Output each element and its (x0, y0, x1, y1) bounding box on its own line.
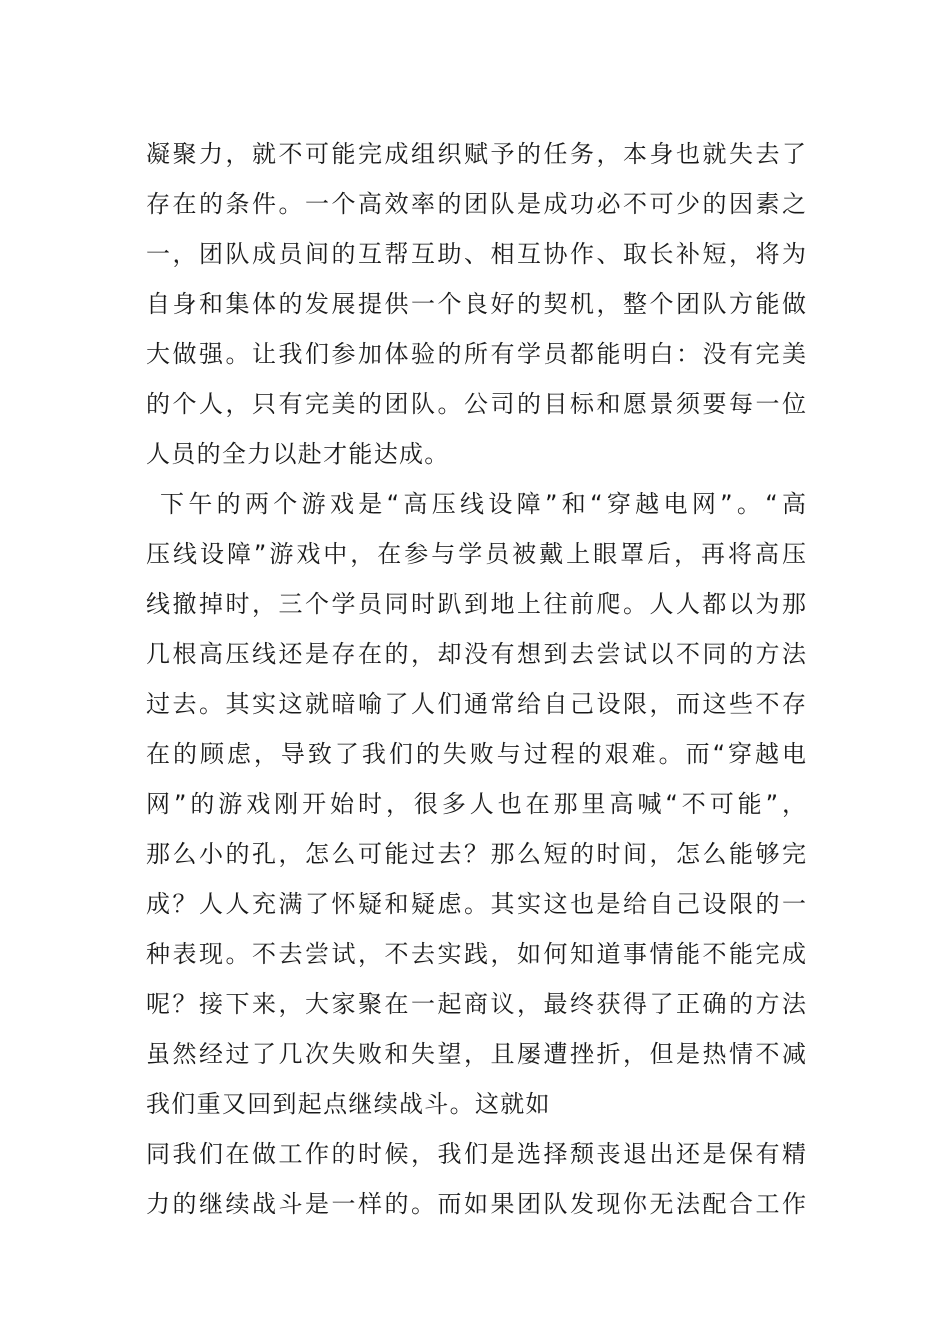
text-line: 那么小的孔，怎么可能过去？那么短的时间，怎么能够完 (146, 840, 806, 868)
text-line: 同我们在做工作的时候，我们是选择颓丧退出还是保有精 (146, 1140, 806, 1168)
text-line: 过去。其实这就暗喻了人们通常给自己设限，而这些不存 (146, 690, 806, 718)
text-line: 一，团队成员间的互帮互助、相互协作、取长补短，将为 (146, 240, 806, 268)
text-line: 自身和集体的发展提供一个良好的契机，整个团队方能做 (146, 290, 806, 318)
text-line: 压线设障”游戏中，在参与学员被戴上眼罩后，再将高压 (146, 540, 806, 568)
text-line: 存在的条件。一个高效率的团队是成功必不可少的因素之 (146, 190, 806, 218)
text-line: 大做强。让我们参加体验的所有学员都能明白：没有完美 (146, 340, 806, 368)
text-line: 我们重又回到起点继续战斗。这就如 (146, 1090, 551, 1118)
text-line: 线撤掉时，三个学员同时趴到地上往前爬。人人都以为那 (146, 590, 806, 618)
paragraph-first-line: 下午的两个游戏是“高压线设障”和“穿越电网”。“高 (160, 490, 806, 518)
text-line: 的个人，只有完美的团队。公司的目标和愿景须要每一位 (146, 390, 806, 418)
text-line: 在的顾虑，导致了我们的失败与过程的艰难。而“穿越电 (146, 740, 806, 768)
text-line: 网”的游戏刚开始时，很多人也在那里高喊“不可能”， (146, 790, 806, 818)
text-line: 种表现。不去尝试，不去实践，如何知道事情能不能完成 (146, 940, 806, 968)
text-line: 呢？接下来，大家聚在一起商议，最终获得了正确的方法 (146, 990, 806, 1018)
text-line: 成？人人充满了怀疑和疑虑。其实这也是给自己设限的一 (146, 890, 806, 918)
text-line: 凝聚力，就不可能完成组织赋予的任务，本身也就失去了 (146, 140, 806, 168)
text-line: 几根高压线还是存在的，却没有想到去尝试以不同的方法 (146, 640, 806, 668)
text-line: 虽然经过了几次失败和失望，且屡遭挫折，但是热情不减 (146, 1040, 806, 1068)
text-line: 力的继续战斗是一样的。而如果团队发现你无法配合工作 (146, 1190, 806, 1218)
text-line: 人员的全力以赴才能达成。 (146, 440, 450, 468)
